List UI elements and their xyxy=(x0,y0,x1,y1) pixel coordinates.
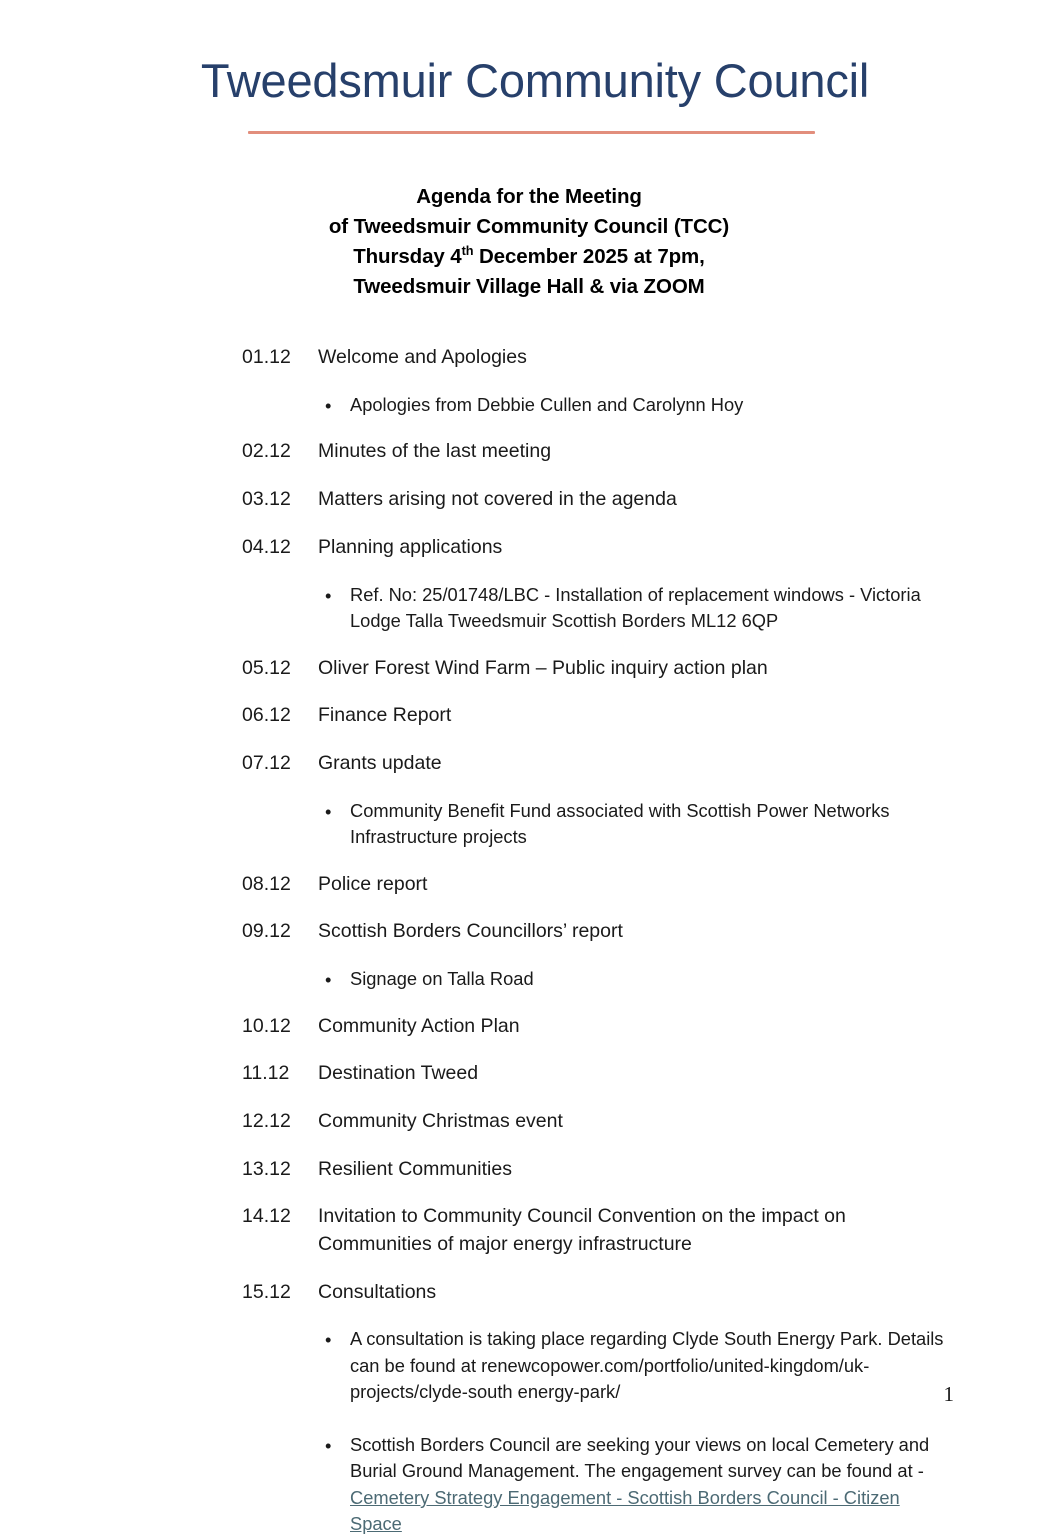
agenda-list xyxy=(0,344,1058,1538)
agenda-item-number: 15.12 xyxy=(242,1280,291,1303)
agenda-item-text: Minutes of the last meeting xyxy=(318,440,552,463)
agenda-item xyxy=(242,1108,950,1136)
sub-bullet-text: Ref. No: 25/01748/LBC - Installation of replacement windows - Victoria Lodge Talla Tweedsmuir Scottish Borders ML12 6QP xyxy=(350,583,921,632)
heading-line-1: Agenda for the Meeting xyxy=(416,184,642,208)
title-divider xyxy=(248,131,815,134)
agenda-sub-bullets xyxy=(242,966,950,993)
bullet-dot-icon: • xyxy=(325,584,332,606)
heading-date-ordinal: th xyxy=(461,243,474,259)
agenda-item xyxy=(242,534,950,562)
sub-bullet-item xyxy=(325,1326,950,1406)
sub-bullet-item xyxy=(325,582,950,635)
agenda-item-number: 02.12 xyxy=(242,440,291,463)
agenda-item xyxy=(242,702,950,730)
agenda-item xyxy=(242,1156,950,1184)
agenda-sub-bullets xyxy=(242,392,950,419)
agenda-item-number: 13.12 xyxy=(242,1157,291,1180)
sub-bullet-item xyxy=(325,966,950,993)
cemetery-strategy-link[interactable]: Cemetery Strategy Engagement - Scottish Borders Council - Citizen Space xyxy=(350,1486,900,1535)
bullet-dot-icon: • xyxy=(325,800,332,822)
consultation-bullets xyxy=(242,1326,950,1538)
sub-bullet-item xyxy=(325,798,950,851)
sub-bullet-text: Community Benefit Fund associated with Scottish Power Networks Infrastructure projects xyxy=(350,799,890,848)
agenda-item-number: 12.12 xyxy=(242,1109,291,1132)
meeting-heading xyxy=(0,182,1058,303)
agenda-item-number: 14.12 xyxy=(242,1205,291,1228)
agenda-item-text: Welcome and Apologies xyxy=(318,346,527,369)
masthead xyxy=(0,0,1058,134)
sub-bullet-item xyxy=(325,1432,950,1538)
sub-bullet-text: Apologies from Debbie Cullen and Carolynn Hoy xyxy=(350,393,744,415)
agenda-item-number: 08.12 xyxy=(242,872,291,895)
agenda-item-text: Invitation to Community Council Convention on the impact on Communities of major energy infrastructure xyxy=(318,1205,846,1255)
sub-bullet-item xyxy=(325,392,950,419)
agenda-item-text: Grants update xyxy=(318,751,442,774)
agenda-item xyxy=(242,344,950,372)
agenda-item xyxy=(242,871,950,899)
agenda-item-number: 10.12 xyxy=(242,1014,291,1037)
agenda-item xyxy=(242,918,950,946)
agenda-item-text: Community Action Plan xyxy=(318,1014,520,1037)
agenda-item-text: Consultations xyxy=(318,1280,437,1303)
agenda-item-number: 11.12 xyxy=(242,1062,290,1085)
agenda-item-text: Destination Tweed xyxy=(318,1062,479,1085)
agenda-item xyxy=(242,486,950,514)
agenda-sub-bullets xyxy=(242,582,950,635)
agenda-item xyxy=(242,750,950,778)
bullet-dot-icon: • xyxy=(325,395,332,417)
agenda-item xyxy=(242,655,950,683)
agenda-item-number: 07.12 xyxy=(242,751,291,774)
agenda-item-text: Scottish Borders Councillors’ report xyxy=(318,920,623,943)
heading-line-3 xyxy=(0,242,1058,272)
agenda-item-text: Finance Report xyxy=(318,704,452,727)
heading-line-2: of Tweedsmuir Community Council (TCC) xyxy=(328,214,730,238)
agenda-item-text: Matters arising not covered in the agenda xyxy=(318,488,677,511)
agenda-item xyxy=(242,1203,950,1258)
agenda-item-number: 01.12 xyxy=(242,346,291,369)
heading-date-prefix: Thursday 4 xyxy=(353,245,462,268)
agenda-item xyxy=(242,1060,950,1088)
bullet-dot-icon: • xyxy=(325,1434,332,1456)
heading-line-4: Tweedsmuir Village Hall & via ZOOM xyxy=(353,275,705,299)
agenda-item-number: 06.12 xyxy=(242,704,291,727)
agenda-item-text: Resilient Communities xyxy=(318,1157,512,1180)
agenda-item xyxy=(242,438,950,466)
agenda-sub-bullets xyxy=(242,798,950,851)
bullet-dot-icon: • xyxy=(325,1329,332,1351)
bullet-dot-icon: • xyxy=(325,969,332,991)
page-title: Tweedsmuir Community Council xyxy=(200,54,870,107)
page-number: 1 xyxy=(943,1382,954,1406)
agenda-item-text: Oliver Forest Wind Farm – Public inquiry action plan xyxy=(318,656,768,679)
agenda-item-text: Police report xyxy=(318,872,428,895)
consultation-text-clyde: A consultation is taking place regarding Clyde South Energy Park. Details can be found at renewcopower.com/portfolio/united-kingdom/uk-projects/clyde-south energy-park/ xyxy=(350,1328,944,1403)
agenda-item-number: 05.12 xyxy=(242,656,291,679)
sub-bullet-text: Signage on Talla Road xyxy=(350,968,534,990)
heading-date-suffix: December 2025 at 7pm, xyxy=(473,245,705,268)
agenda-item-text: Planning applications xyxy=(318,535,503,558)
agenda-item xyxy=(242,1013,950,1041)
agenda-item-text: Community Christmas event xyxy=(318,1109,563,1132)
agenda-item-number: 04.12 xyxy=(242,535,291,558)
consultation-text-cemetery: Scottish Borders Council are seeking your views on local Cemetery and Burial Ground Management. The engagement survey can be found at - xyxy=(350,1433,930,1482)
agenda-item xyxy=(242,1279,950,1307)
agenda-item-number: 09.12 xyxy=(242,920,291,943)
agenda-item-number: 03.12 xyxy=(242,488,291,511)
